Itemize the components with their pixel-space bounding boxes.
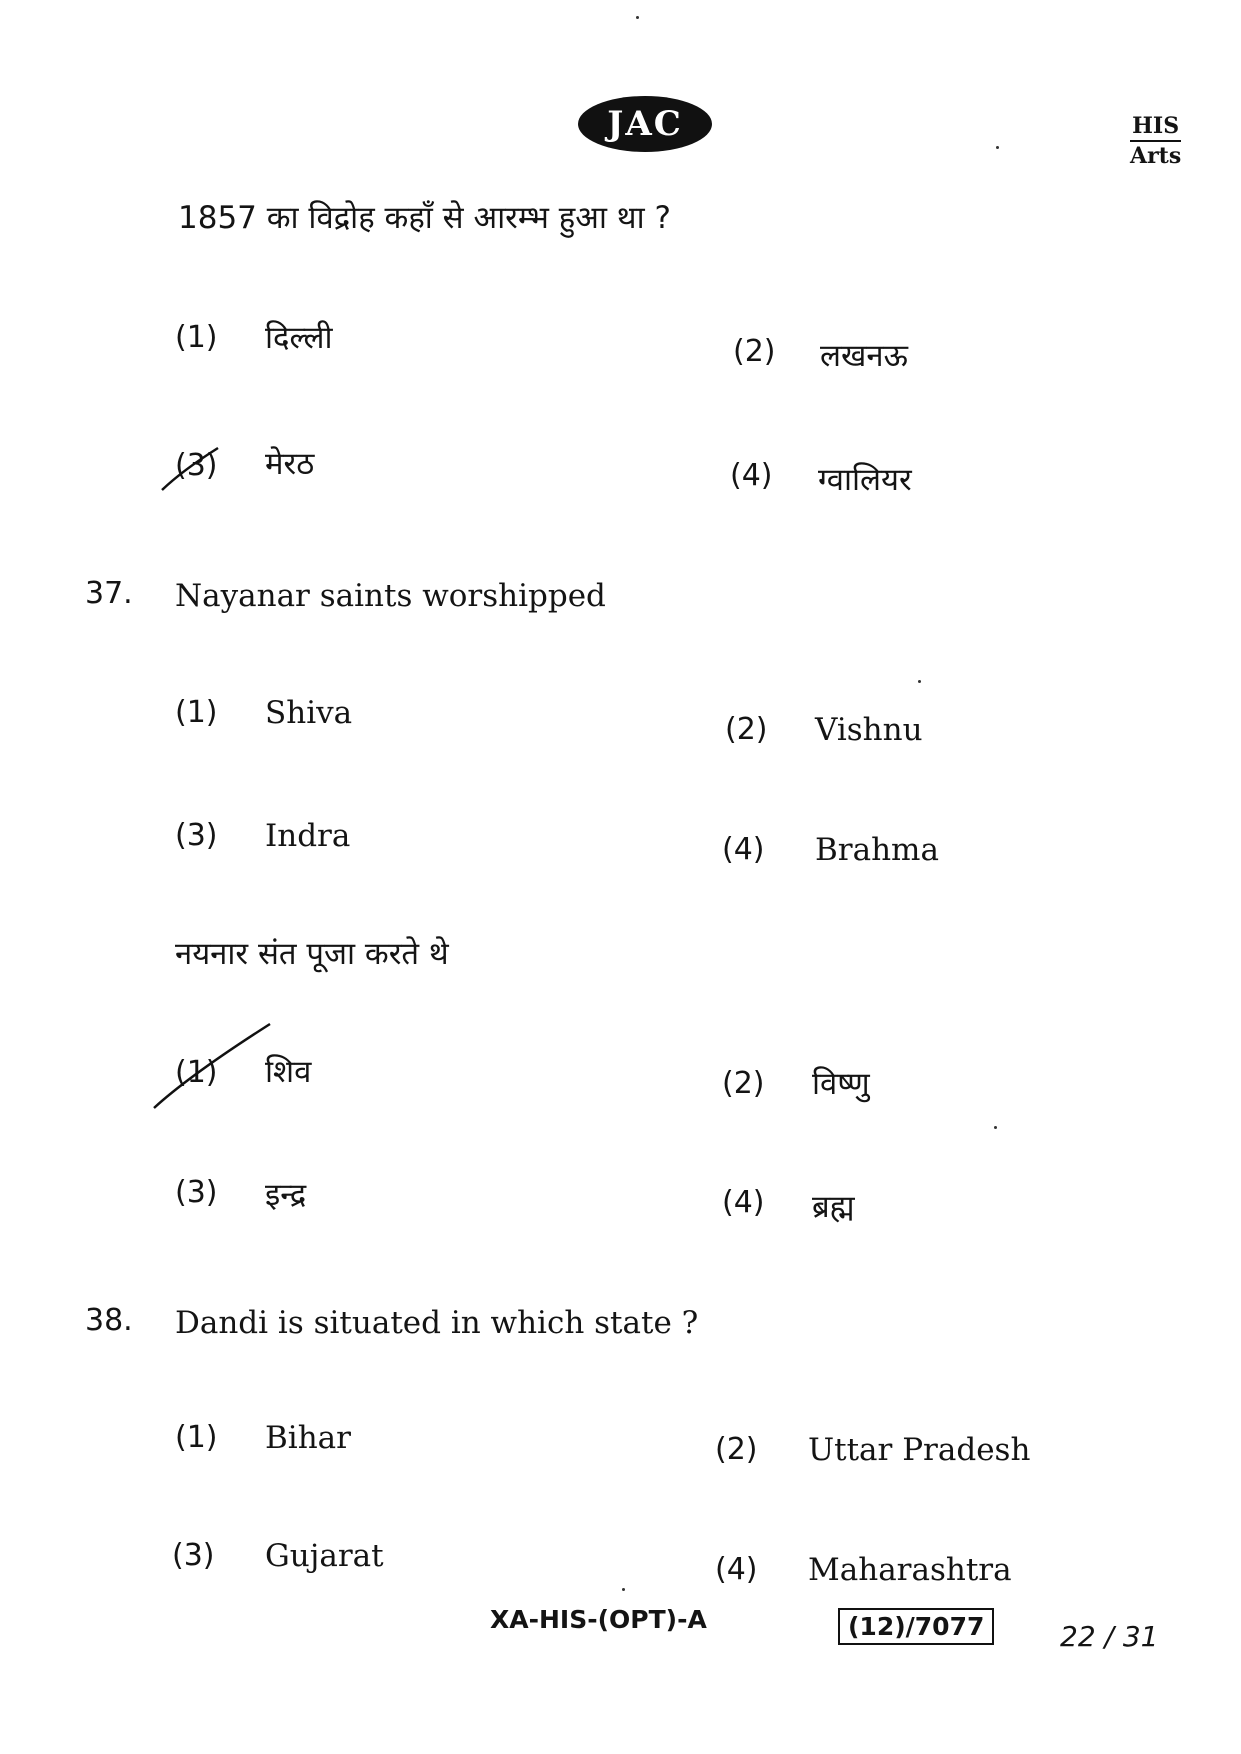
q38-option-2-label: (2)	[715, 1432, 758, 1467]
subject-code-line2: Arts	[1130, 143, 1182, 169]
subject-code	[1130, 112, 1181, 170]
q36-option-4-text: ग्वालियर	[818, 462, 912, 498]
question-37-number: 37.	[85, 576, 133, 611]
q36-option-3-label: (3)	[175, 448, 218, 483]
q36-option-4-label: (4)	[730, 458, 773, 493]
q37-hindi-option-2-text: विष्णु	[812, 1066, 870, 1102]
q38-option-4-label: (4)	[715, 1552, 758, 1587]
pen-tick-mark	[158, 440, 228, 490]
q36-option-2-label: (2)	[733, 334, 776, 369]
q37-hindi-option-3-text: इन्द्र	[265, 1177, 307, 1213]
q38-option-1-text: Bihar	[265, 1420, 351, 1456]
q36-option-2-text: लखनऊ	[820, 338, 908, 374]
q36-option-1-label: (1)	[175, 320, 218, 355]
q37-option-1-label: (1)	[175, 695, 218, 730]
page-number: 22 / 31	[1060, 1620, 1159, 1653]
q37-hindi-option-4-text: ब्रह्म	[812, 1189, 855, 1225]
q37-hindi-option-1-label: (1)	[175, 1055, 218, 1090]
scan-speck	[622, 1588, 625, 1591]
q37-option-2-label: (2)	[725, 712, 768, 747]
question-37-hindi-text: नयनार संत पूजा करते थे	[175, 936, 449, 972]
question-38-number: 38.	[85, 1303, 133, 1338]
q38-option-3-text: Gujarat	[265, 1538, 384, 1574]
question-38-text: Dandi is situated in which state ?	[175, 1305, 699, 1341]
q37-hindi-option-1-text: शिव	[265, 1054, 312, 1090]
subject-code-line1: HIS	[1130, 112, 1181, 142]
q38-option-2-text: Uttar Pradesh	[808, 1432, 1031, 1468]
q37-option-3-label: (3)	[175, 818, 218, 853]
q37-hindi-option-3-label: (3)	[175, 1175, 218, 1210]
q37-option-3-text: Indra	[265, 818, 351, 854]
q38-option-4-text: Maharashtra	[808, 1552, 1012, 1588]
q36-option-1-text: दिल्ली	[265, 320, 333, 356]
q37-hindi-option-2-label: (2)	[722, 1066, 765, 1101]
q37-option-4-label: (4)	[722, 832, 765, 867]
question-37-text: Nayanar saints worshipped	[175, 578, 606, 614]
paper-code: XA-HIS-(OPT)-A	[490, 1605, 707, 1634]
question-36-hindi-text: 1857 का विद्रोह कहाँ से आरम्भ हुआ था ?	[178, 200, 671, 236]
scan-speck	[636, 16, 639, 19]
q37-option-1-text: Shiva	[265, 695, 353, 731]
pen-tick-mark	[150, 1020, 275, 1110]
jac-logo: JAC	[578, 96, 712, 152]
q38-option-1-label: (1)	[175, 1420, 218, 1455]
scan-speck	[918, 680, 921, 683]
scan-speck	[996, 146, 999, 149]
q37-option-2-text: Vishnu	[815, 712, 923, 748]
q37-option-4-text: Brahma	[815, 832, 939, 868]
q38-option-3-label: (3)	[172, 1538, 215, 1573]
booklet-code-box: (12)/7077	[838, 1608, 994, 1645]
q37-hindi-option-4-label: (4)	[722, 1185, 765, 1220]
scan-speck	[994, 1126, 997, 1129]
q36-option-3-text: मेरठ	[265, 446, 315, 482]
